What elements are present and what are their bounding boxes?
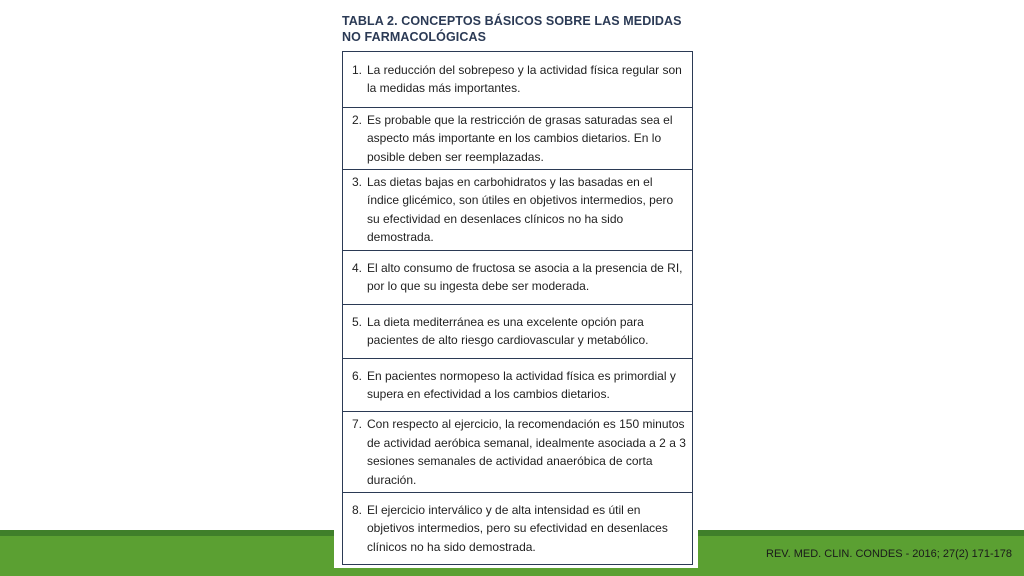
table-title: TABLA 2. CONCEPTOS BÁSICOS SOBRE LAS MEDIDAS NO FARMACOLÓGICAS [342, 14, 682, 44]
item-number: 7. [352, 417, 363, 432]
item-text: El alto consumo de fructosa se asocia a la presencia de RI, por lo que su ingesta debe ser moderada. [367, 260, 683, 294]
table-row [343, 359, 692, 412]
table-row [343, 493, 692, 565]
table-row [343, 52, 692, 108]
item-text: El ejercicio interválico y de alta intensidad es útil en objetivos intermedios, pero su efectividad en desenlaces clínicos no ha sido demostrada. [367, 502, 668, 554]
item-number: 4. [352, 260, 363, 275]
item-number: 2. [352, 112, 363, 127]
item-number: 8. [352, 502, 363, 517]
citation-text: REV. MED. CLIN. CONDES - 2016; 27(2) 171-178 [766, 548, 1012, 560]
table-row [343, 305, 692, 360]
item-number: 5. [352, 314, 363, 329]
item-text: Las dietas bajas en carbohidratos y las basadas en el índice glicémico, son útiles en objetivos intermedios, pero su efectividad en desenlaces clínicos no ha sido demostrada. [367, 174, 674, 245]
item-text: Con respecto al ejercicio, la recomendación es 150 minutos de actividad aeróbica semanal, idealmente asociada a 2 a 3 sesiones semanales de actividad anaeróbica de corta duración. [367, 417, 686, 487]
table-row [343, 251, 692, 305]
item-number: 3. [352, 174, 363, 189]
concepts-table [342, 51, 693, 565]
item-text: En pacientes normopeso la actividad física es primordial y supera en efectividad a los cambios dietarios. [367, 368, 676, 402]
table-row [343, 108, 692, 170]
item-text: La dieta mediterránea es una excelente opción para pacientes de alto riesgo cardiovascular y metabólico. [367, 314, 649, 348]
item-text: La reducción del sobrepeso y la actividad física regular son la medidas más importantes. [367, 62, 682, 96]
table-document [334, 0, 698, 568]
table-row [343, 412, 692, 493]
table-row [343, 170, 692, 251]
item-text: Es probable que la restricción de grasas saturadas sea el aspecto más importante en los cambios dietarios. En lo posible deben ser reemplazadas. [367, 112, 673, 164]
item-number: 1. [352, 62, 363, 77]
item-number: 6. [352, 368, 363, 383]
